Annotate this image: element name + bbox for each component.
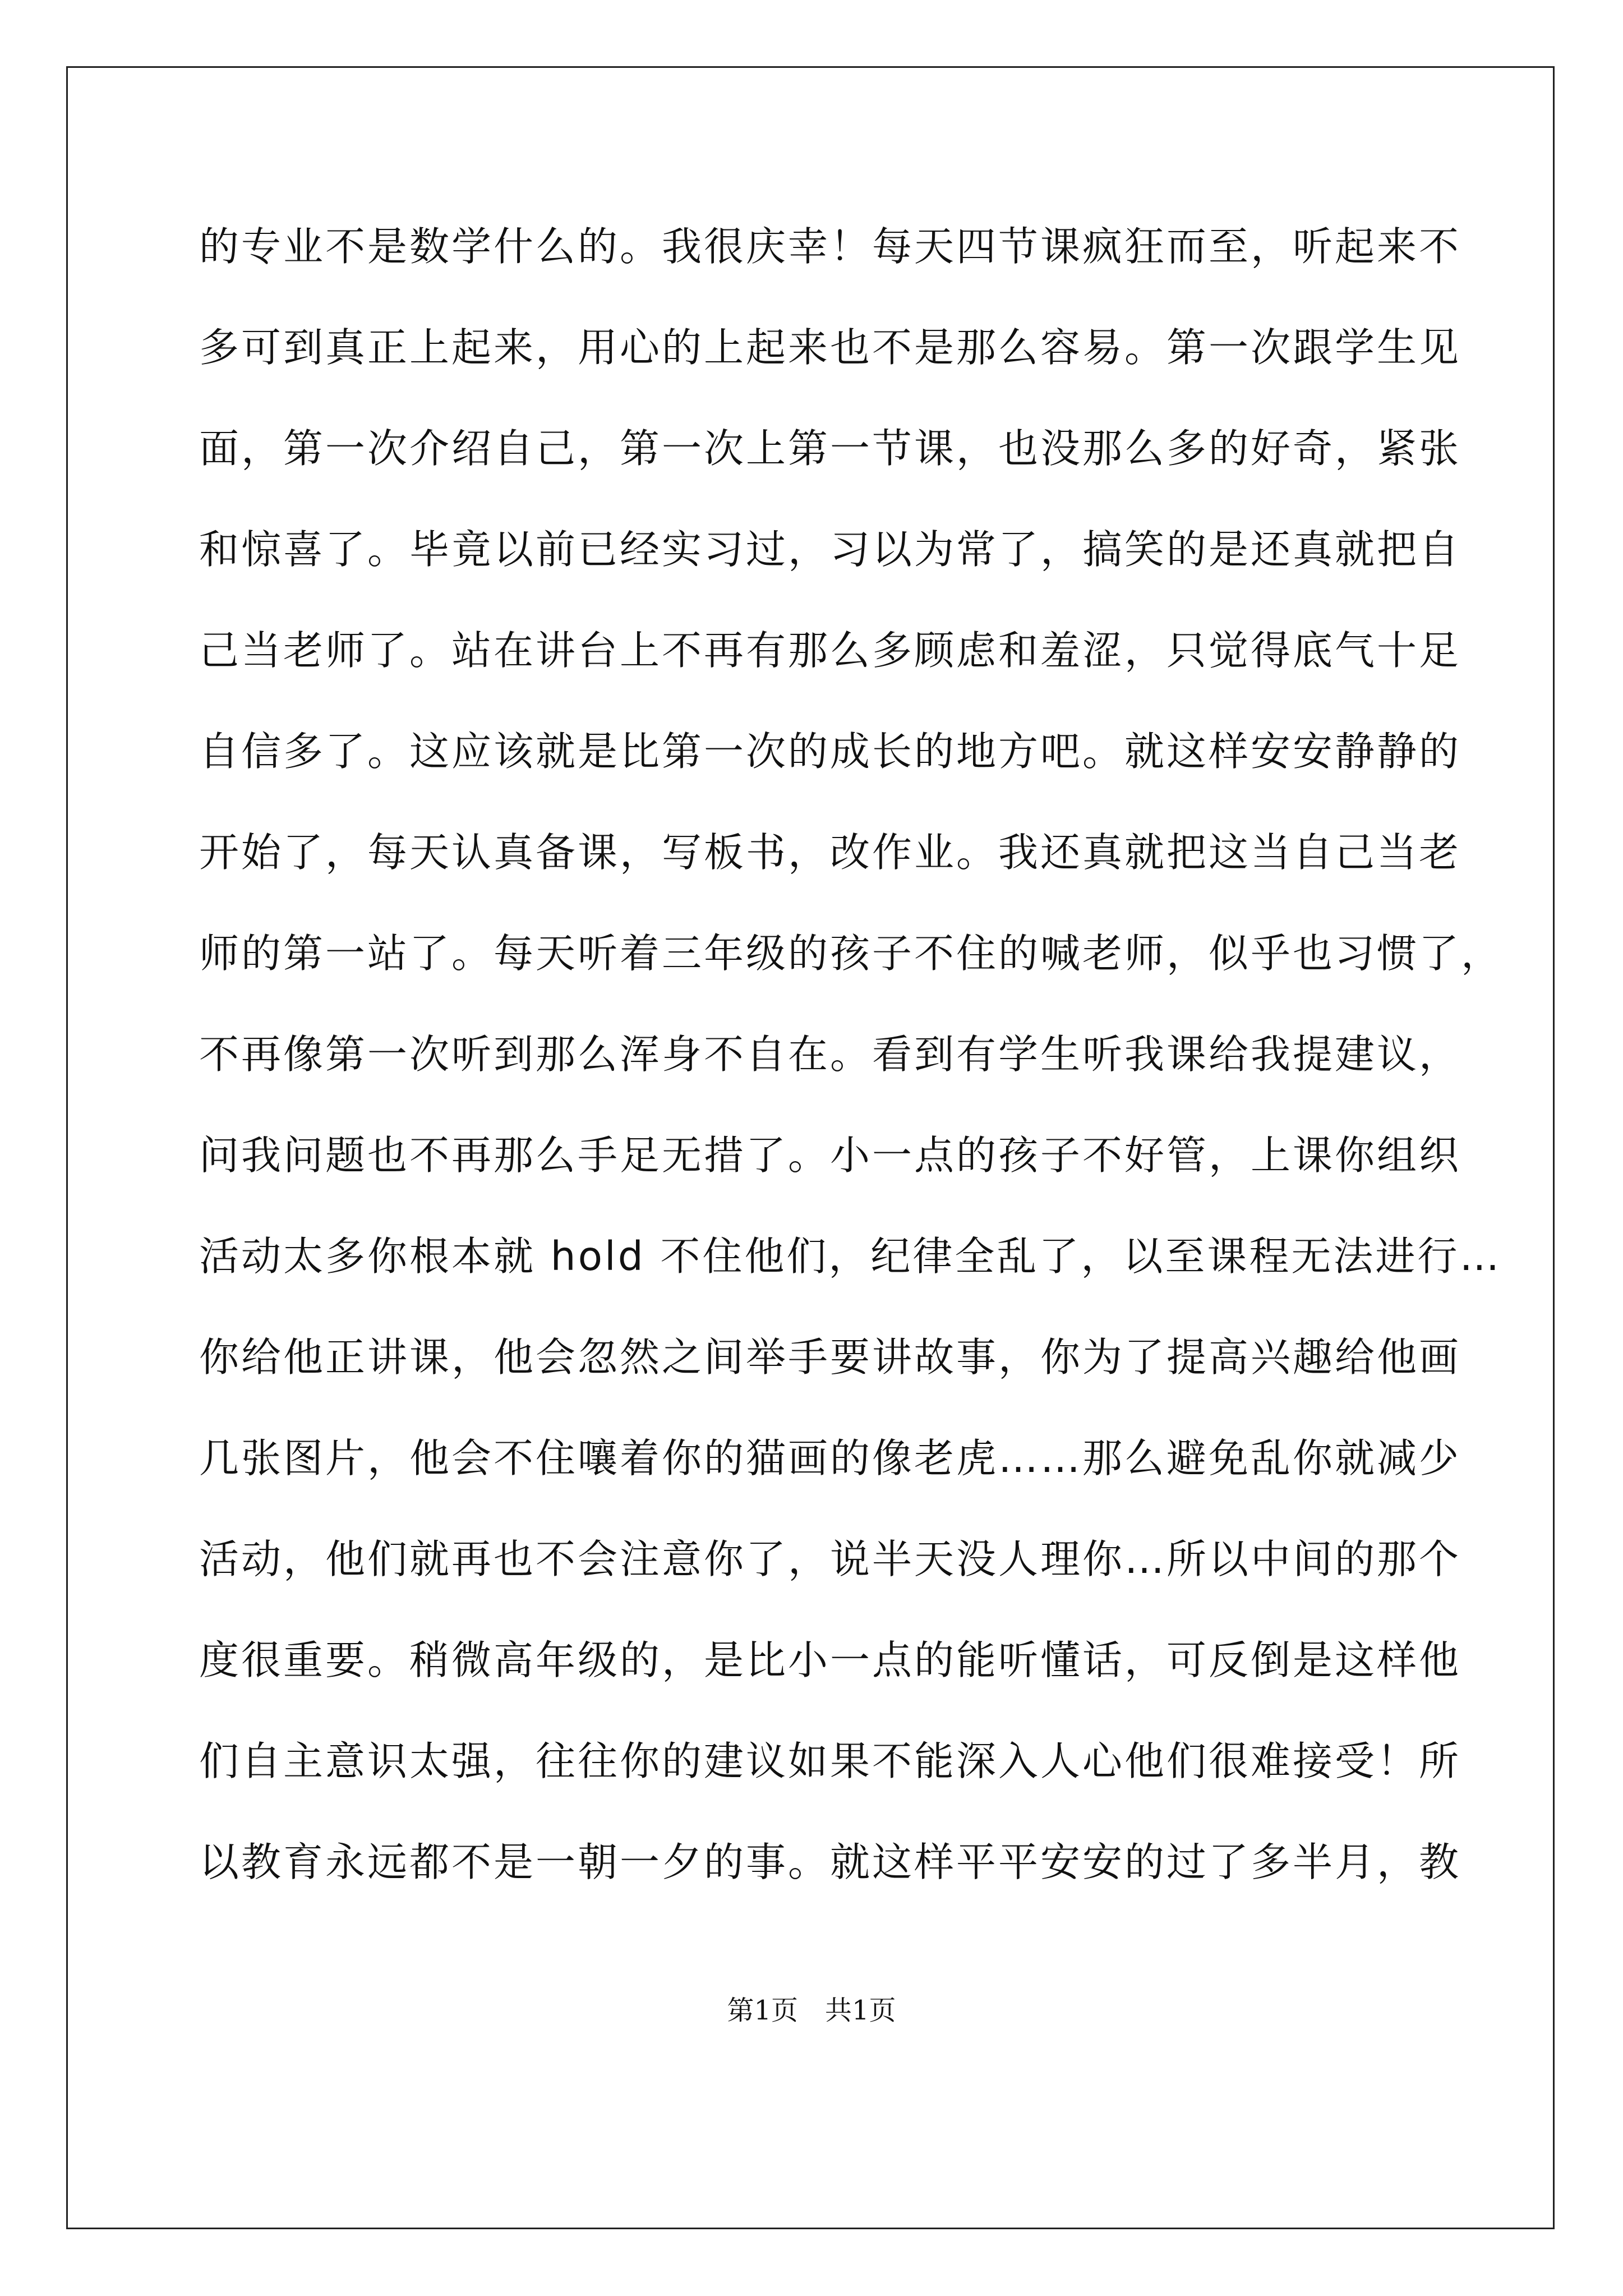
page-footer <box>0 1989 1623 2027</box>
text-line: 度很重要。稍微高年级的，是比小一点的能听懂话，可反倒是这样他 <box>199 1637 1461 1683</box>
text-line: 多可到真正上起来，用心的上起来也不是那么容易。第一次跟学生见 <box>199 324 1461 371</box>
text-line: 的专业不是数学什么的。我很庆幸！每天四节课疯狂而至，听起来不 <box>199 223 1461 270</box>
text-line: 问我问题也不再那么手足无措了。小一点的孩子不好管，上课你组织 <box>199 1132 1461 1179</box>
text-line: 你给他正讲课，他会忽然之间举手要讲故事，你为了提高兴趣给他画 <box>199 1334 1461 1381</box>
text-line: 们自主意识太强，往往你的建议如果不能深入人心他们很难接受！所 <box>199 1738 1461 1784</box>
text-line: 以教育永远都不是一朝一夕的事。就这样平平安安的过了多半月，教 <box>199 1839 1461 1885</box>
text-line: 和惊喜了。毕竟以前已经实习过，习以为常了，搞笑的是还真就把自 <box>199 526 1461 573</box>
text-line: 己当老师了。站在讲台上不再有那么多顾虑和羞涩，只觉得底气十足 <box>199 627 1461 674</box>
text-line: 几张图片，他会不住嚷着你的猫画的像老虎……那么避免乱你就减少 <box>199 1435 1461 1481</box>
text-line: 师的第一站了。每天听着三年级的孩子不住的喊老师，似乎也习惯了， <box>199 930 1504 977</box>
page-total: 共1页 <box>825 1995 896 2026</box>
text-line: 开始了，每天认真备课，写板书，改作业。我还真就把这当自己当老 <box>199 829 1461 876</box>
document-body <box>199 213 1504 1930</box>
text-line: 面，第一次介绍自己，第一次上第一节课，也没那么多的好奇，紧张 <box>199 425 1461 472</box>
text-line: 活动太多你根本就 hold 不住他们，纪律全乱了，以至课程无法进行… <box>199 1233 1502 1280</box>
text-line: 自信多了。这应该就是比第一次的成长的地方吧。就这样安安静静的 <box>199 728 1461 775</box>
text-line: 活动，他们就再也不会注意你了，说半天没人理你…所以中间的那个 <box>199 1536 1461 1582</box>
page-number: 第1页 <box>727 1995 798 2026</box>
text-line: 不再像第一次听到那么浑身不自在。看到有学生听我课给我提建议， <box>199 1031 1461 1078</box>
